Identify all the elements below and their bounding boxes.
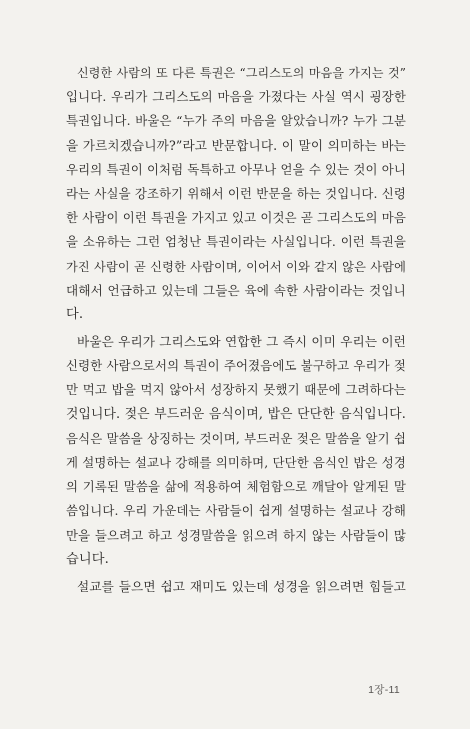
text-line: 특권입니다. 바울은 “누가 주의 마음을 알았습니까? 누가 그분 — [66, 113, 406, 129]
text-line: 음식은 말씀을 상징하는 것이며, 부드러운 젖은 말씀을 알기 쉽 — [66, 430, 406, 446]
text-line: 우리의 특권이 이처럼 독특하고 아무나 얻을 수 있는 것이 아니 — [66, 161, 406, 177]
paragraph-1 — [66, 61, 406, 327]
paragraph-3 — [66, 575, 406, 599]
text-line: 만 먹고 밥을 먹지 않아서 성장하지 못했기 때문에 그려하다는 — [66, 382, 406, 398]
text-line: 을 소유하는 그런 엄청난 특권이라는 사실입니다. 이런 특권을 — [66, 234, 406, 250]
paragraph-2 — [66, 330, 406, 572]
page-number: 1장-11 — [368, 684, 400, 696]
text-line: 씀입니다. 우리 가운데는 사람들이 쉽게 설명하는 설교나 강해 — [66, 503, 406, 519]
text-line: 것입니다. 젖은 부드러운 음식이며, 밥은 단단한 음식입니다. — [66, 406, 406, 422]
text-line: 입니다. 우리가 그리스도의 마음을 가졌다는 사실 역시 굉장한 — [66, 89, 406, 105]
text-line: 바울은 우리가 그리스도와 연합한 그 즉시 이미 우리는 이런 — [77, 334, 406, 350]
text-line: 대해서 언급하고 있는데 그들은 육에 속한 사람이라는 것입니 — [66, 282, 406, 298]
text-line: 다. — [66, 306, 84, 322]
text-line: 가진 사람이 곧 신령한 사람이며, 이어서 이와 같지 않은 사람에 — [66, 259, 406, 274]
text-line: 만을 들으려고 하고 성경말씀을 읽으려 하지 않는 사람들이 많 — [66, 527, 406, 543]
text-line: 의 기록된 말씀을 삶에 적용하여 체험함으로 깨달아 알게된 말 — [66, 479, 406, 495]
text-line: 신령한 사람으로서의 특권이 주어졌음에도 불구하고 우리가 젖 — [66, 358, 406, 374]
text-line: 신령한 사람의 또 다른 특권은 “그리스도의 마음을 가지는 것” — [77, 66, 406, 80]
text-line: 을 가르치겠습니까?”라고 반문합니다. 이 말이 의미하는 바는 — [66, 137, 406, 153]
text-line: 게 설명하는 설교나 강해를 의미하며, 단단한 음식인 밥은 성경 — [66, 455, 406, 470]
text-line: 설교를 들으면 쉽고 재미도 있는데 성경을 읽으려면 힘들고 — [77, 578, 406, 594]
body-text — [66, 61, 406, 599]
text-line: 습니다. — [66, 551, 110, 567]
text-line: 라는 사실을 강조하기 위해서 이런 반문을 하는 것입니다. 신령 — [66, 185, 406, 201]
text-line: 한 사람이 이런 특권을 가지고 있고 이것은 곧 그리스도의 마음 — [66, 210, 406, 226]
